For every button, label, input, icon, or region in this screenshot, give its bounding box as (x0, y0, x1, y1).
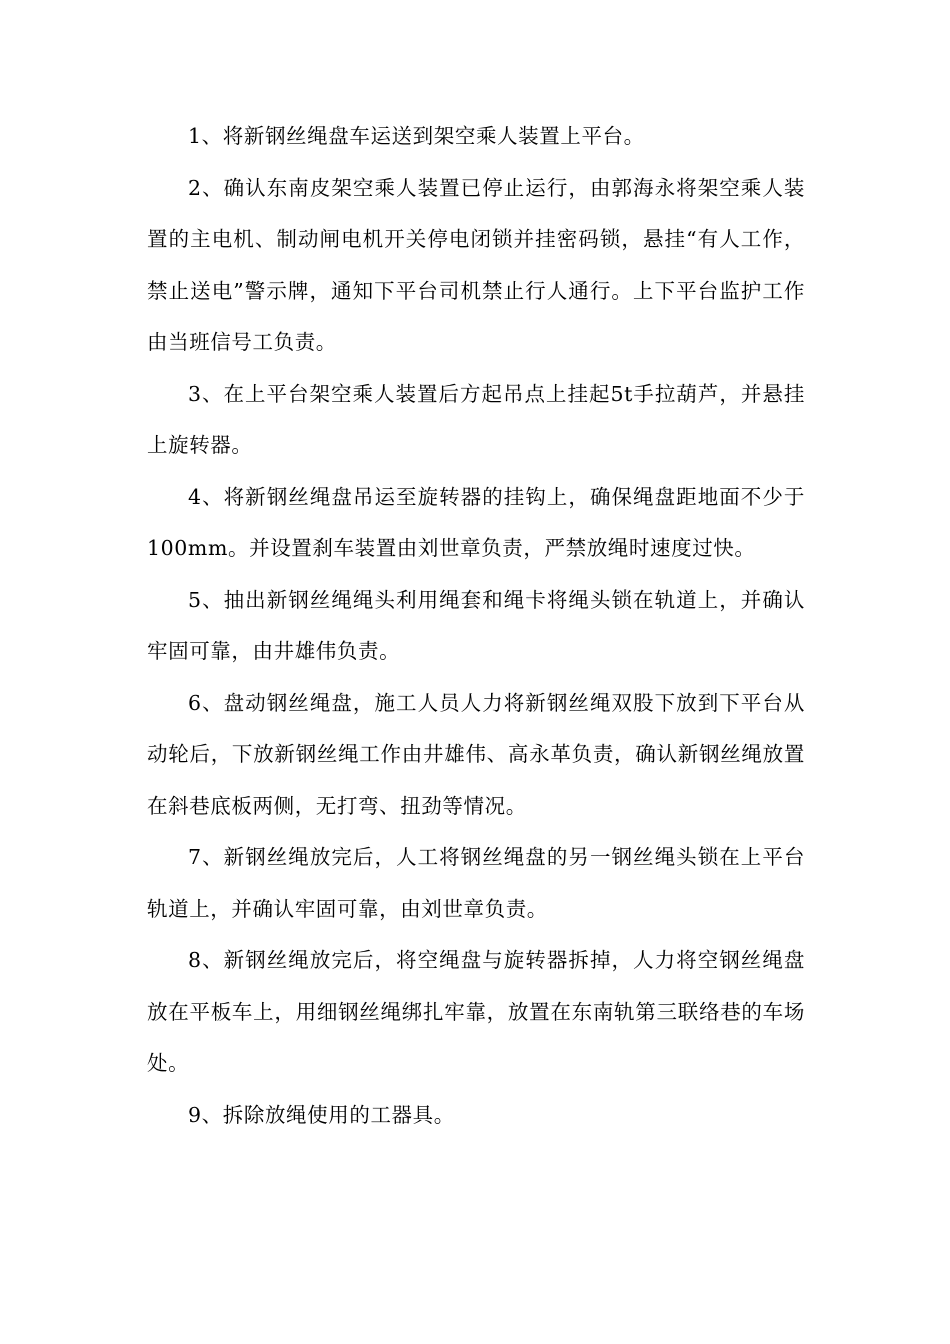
step-7-paragraph: 7、新钢丝绳放完后，人工将钢丝绳盘的另一钢丝绳头锁在上平台轨道上，并确认牢固可靠，由刘世章负责。 (147, 845, 805, 921)
step-6-paragraph: 6、盘动钢丝绳盘，施工人员人力将新钢丝绳双股下放到下平台从动轮后，下放新钢丝绳工作由井雄伟、高永革负责，确认新钢丝绳放置在斜巷底板两侧，无打弯、扭劲等情况。 (147, 690, 805, 818)
step-2-paragraph: 2、确认东南皮架空乘人装置已停止运行，由郭海永将架空乘人装置的主电机、制动闸电机开关停电闭锁并挂密码锁，悬挂“有人工作，禁止送电”警示牌，通知下平台司机禁止行人通行。上下平台监护工作由当班信号工负责。 (147, 175, 805, 354)
step-4-paragraph: 4、将新钢丝绳盘吊运至旋转器的挂钩上，确保绳盘距地面不少于100mm。并设置刹车装置由刘世章负责，严禁放绳时速度过快。 (147, 484, 805, 560)
document-body (147, 111, 805, 1141)
step-5-paragraph: 5、抽出新钢丝绳绳头利用绳套和绳卡将绳头锁在轨道上，并确认牢固可靠，由井雄伟负责。 (147, 587, 805, 663)
step-8-paragraph: 8、新钢丝绳放完后，将空绳盘与旋转器拆掉，人力将空钢丝绳盘放在平板车上，用细钢丝绳绑扎牢靠，放置在东南轨第三联络巷的车场处。 (147, 948, 805, 1075)
step-9-paragraph: 9、拆除放绳使用的工器具。 (188, 1102, 455, 1127)
step-3-paragraph: 3、在上平台架空乘人装置后方起吊点上挂起5t手拉葫芦，并悬挂上旋转器。 (147, 381, 805, 457)
step-1-paragraph: 1、将新钢丝绳盘车运送到架空乘人装置上平台。 (188, 124, 645, 148)
